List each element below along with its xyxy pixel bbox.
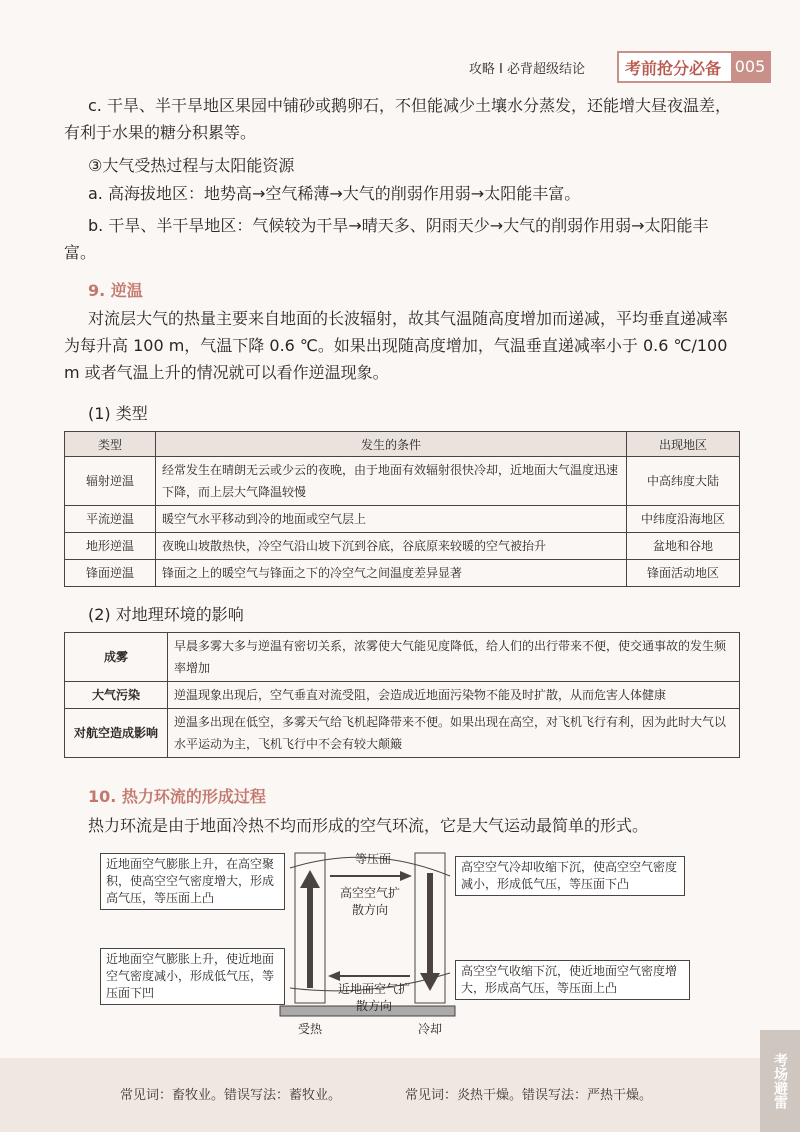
table-row	[65, 682, 740, 709]
cell-type: 地形逆温	[65, 533, 156, 560]
table-row	[65, 506, 740, 533]
inversion-types-table	[64, 431, 740, 587]
cooled-label: 冷却	[418, 1022, 443, 1036]
cell-region: 中高纬度大陆	[627, 457, 740, 506]
header-badge	[617, 51, 771, 83]
col-header-type: 类型	[65, 432, 156, 457]
types-title: (1) 类型	[88, 404, 148, 423]
cell-condition: 夜晚山坡散热快，冷空气沿山坡下沉到谷底，谷底原来较暖的空气被抬升	[156, 533, 627, 560]
section-10-intro: 热力环流是由于地面冷热不均而形成的空气环流，它是大气运动最简单的形式。	[88, 816, 649, 835]
rising-arrow-head	[300, 870, 320, 888]
badge-title: 考前抢分必备	[625, 59, 722, 78]
section-9-intro: 对流层大气的热量主要来自地面的长波辐射，故其气温随高度增加而递减，平均垂直递减率为每升高 100 m，气温下降 0.6 ℃。如果出现随高度增加，气温垂直递减率小于 0.6 ℃/100 m 或者气温上升的情况就可以看作逆温现象。	[64, 309, 729, 382]
sinking-arrow-head	[420, 973, 440, 991]
upper-flow-arrow-head	[400, 871, 412, 881]
footer-note-right: 常见词：炎热干燥。错误写法：严热干燥。	[405, 1088, 653, 1103]
cell-impact-label: 成雾	[65, 633, 168, 682]
paragraph-a-plateau: a. 高海拔地区：地势高→空气稀薄→大气的削弱作用弱→太阳能丰富。	[88, 184, 581, 203]
upper-flow-label: 高空空气扩散方向	[340, 886, 401, 917]
box-bottom-left: 近地面空气膨胀上升，使近地面空气密度减小，形成低气压，等压面下凹	[100, 948, 285, 1005]
box-top-left: 近地面空气膨胀上升，在高空聚积，使高空空气密度增大，形成高气压，等压面上凸	[100, 853, 285, 910]
item3-title: ③大气受热过程与太阳能资源	[88, 156, 295, 175]
cell-region: 中纬度沿海地区	[627, 506, 740, 533]
page-header	[0, 48, 800, 82]
col-header-region: 出现地区	[627, 432, 740, 457]
isobar-label: 等压面	[355, 852, 392, 866]
thermal-circulation-diagram	[100, 848, 700, 1038]
table-row	[65, 457, 740, 506]
footer-note-left: 常见词：畜牧业。错误写法：蓄牧业。	[120, 1088, 342, 1103]
paragraph-c-fruit: c. 干旱、半干旱地区果园中铺砂或鹅卵石，不但能减少土壤水分蒸发，还能增大昼夜温差，有利于水果的糖分积累等。	[64, 96, 731, 142]
cell-region: 盆地和谷地	[627, 533, 740, 560]
cell-impact-label: 大气污染	[65, 682, 168, 709]
side-tab: 考场避雷	[760, 1030, 800, 1132]
cell-condition: 经常发生在晴朗无云或少云的夜晚，由于地面有效辐射很快冷却，近地面大气温度迅速下降，而上层大气降温较慢	[156, 457, 627, 506]
section-breadcrumb: 攻略 I 必背超级结论	[468, 62, 585, 77]
cell-impact-text: 早晨多雾大多与逆温有密切关系，浓雾使大气能见度降低，给人们的出行带来不便，使交通事故的发生频率增加	[168, 633, 740, 682]
col-header-condition: 发生的条件	[156, 432, 627, 457]
table-row	[65, 533, 740, 560]
paragraph-b-arid: b. 干旱、半干旱地区：气候较为干旱→晴天多、阴雨天少→大气的削弱作用弱→太阳能丰富。	[64, 216, 709, 262]
cell-condition: 暖空气水平移动到冷的地面或空气层上	[156, 506, 627, 533]
inversion-impact-table	[64, 632, 740, 758]
cell-impact-text: 逆温现象出现后，空气垂直对流受阻，会造成近地面污染物不能及时扩散，从而危害人体健康	[168, 682, 740, 709]
lower-flow-label: 近地面空气扩散方向	[337, 982, 410, 1013]
cell-type: 锋面逆温	[65, 560, 156, 587]
section-9-heading: 9. 逆温	[88, 281, 143, 300]
cell-impact-text: 逆温多出现在低空，多雾天气给飞机起降带来不便。如果出现在高空，对飞机飞行有利，因为此时大气以水平运动为主，飞机飞行中不会有较大颠簸	[168, 709, 740, 758]
table-row	[65, 633, 740, 682]
cell-region: 锋面活动地区	[627, 560, 740, 587]
heated-label: 受热	[298, 1022, 323, 1036]
table-row	[65, 709, 740, 758]
cell-condition: 锋面之上的暖空气与锋面之下的冷空气之间温度差异显著	[156, 560, 627, 587]
box-top-right: 高空空气冷却收缩下沉，使高空空气密度减小，形成低气压，等压面下凸	[455, 856, 685, 896]
cell-type: 辐射逆温	[65, 457, 156, 506]
page-footer	[0, 1058, 800, 1132]
box-bottom-right: 高空空气收缩下沉，使近地面空气密度增大，形成高气压，等压面上凸	[455, 960, 690, 1000]
page-number: 005	[731, 53, 769, 81]
table-header-row	[65, 432, 740, 457]
impact-title: (2) 对地理环境的影响	[88, 605, 244, 624]
cell-type: 平流逆温	[65, 506, 156, 533]
table-row	[65, 560, 740, 587]
section-10-heading: 10. 热力环流的形成过程	[88, 787, 266, 806]
cell-impact-label: 对航空造成影响	[65, 709, 168, 758]
